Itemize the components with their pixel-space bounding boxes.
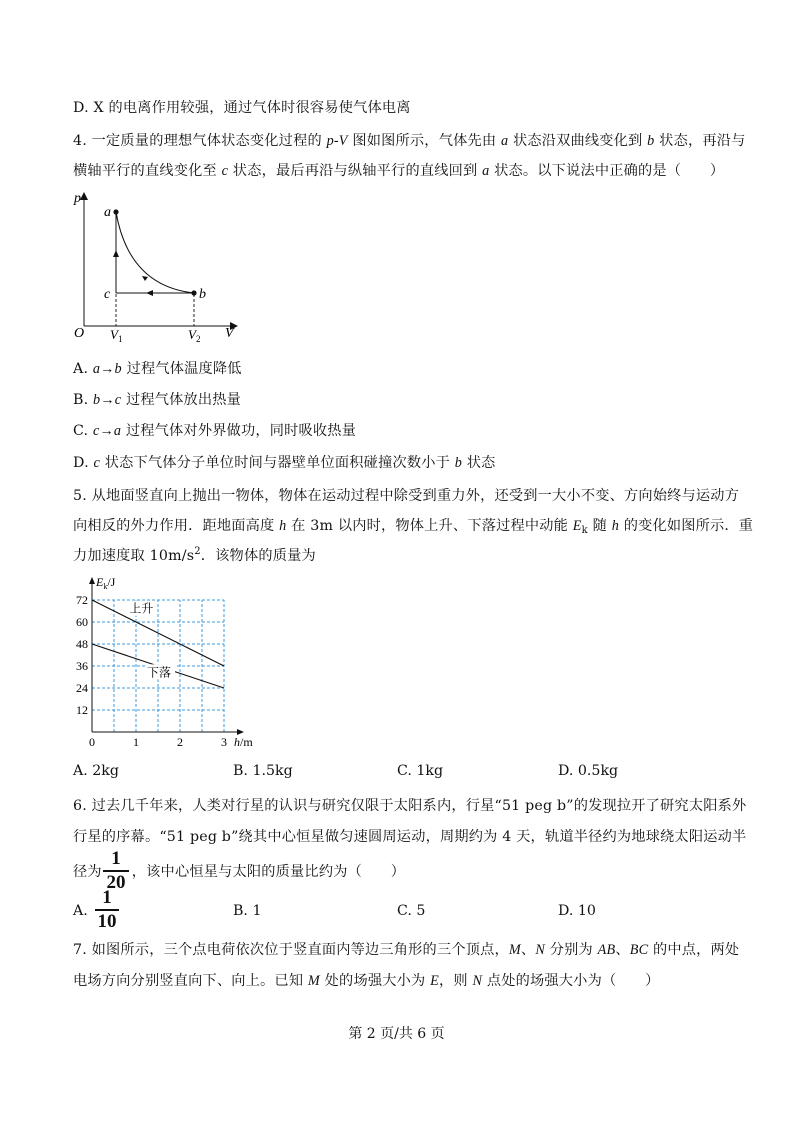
- q4-stem-line2: 横轴平行的直线变化至 c 状态，最后再沿与纵轴平行的直线回到 a 状态。以下说法中正确的是（ ）: [73, 163, 725, 179]
- point-b-label: b: [199, 287, 206, 302]
- y-axis-arrow-icon: [89, 577, 95, 584]
- q6-option-d: D. 10: [558, 903, 596, 919]
- x-tick-label: 2: [177, 735, 183, 749]
- q4-option-d: D. c 状态下气体分子单位时间与器壁单位面积碰撞次数小于 b 状态: [73, 455, 496, 471]
- q6-stem-line2: 行星的序幕。“51 peg b”绕其中心恒星做匀速圆周运动，周期约为 4 天，轨道半径约为地球绕太阳运动半: [73, 829, 747, 845]
- origin-label: O: [74, 326, 85, 341]
- y-tick-label: 24: [76, 681, 88, 695]
- series-label-fall: 下落: [147, 665, 172, 680]
- q6-option-c: C. 5: [397, 903, 426, 919]
- v2-label: $V_2$: [188, 327, 201, 344]
- q5-option-d: D. 0.5kg: [558, 763, 619, 779]
- x-tick-label: 1: [133, 735, 139, 749]
- pv-diagram: [68, 186, 248, 346]
- q5-stem-line2: 向相反的外力作用．距地面高度 h 在 3m 以内时，物体上升、下落过程中动能 $E_k$ 随 h 的变化如图所示．重: [73, 518, 754, 536]
- arrow-ca-icon: [113, 250, 119, 257]
- p-axis-label: p: [74, 191, 81, 206]
- y-axis-label: $E_k/J$: [96, 575, 116, 591]
- q6-option-a-label: A.: [73, 903, 88, 919]
- v-axis-label: V: [225, 326, 234, 341]
- q5-option-c: C. 1kg: [397, 763, 444, 779]
- arrow-ab-icon: [142, 276, 148, 281]
- y-tick-label: 36: [76, 659, 88, 673]
- q5-stem-line1: 5. 从地面竖直向上抛出一物体，物体在运动过程中除受到重力外，还受到一大小不变、方向始终与运动方: [73, 488, 740, 504]
- q6-stem-line1: 6. 过去几千年来，人类对行星的认识与研究仅限于太阳系内，行星“51 peg b”的发现拉开了研究太阳系外: [73, 798, 747, 814]
- y-tick-label: 12: [76, 703, 88, 717]
- q7-stem-line1: 7. 如图所示，三个点电荷依次位于竖直面内等边三角形的三个顶点，M、N 分别为 AB、BC 的中点，两处: [73, 942, 740, 958]
- q4-option-c: C. c→a 过程气体对外界做功，同时吸收热量: [73, 423, 357, 439]
- point-a: [113, 209, 118, 214]
- q6-fraction: 1 20: [103, 850, 129, 892]
- point-a-label: a: [104, 205, 111, 220]
- q5-stem-line3: 力加速度取 $10m/s^2$．该物体的质量为: [73, 546, 316, 564]
- v1-label: $V_1$: [110, 327, 123, 344]
- q4-option-b: B. b→c 过程气体放出热量: [73, 392, 242, 408]
- y-tick-label: 48: [76, 637, 88, 651]
- q4-stem-line1: 4. 一定质量的理想气体状态变化过程的 p-V 图如图所示，气体先由 a 状态沿双曲线变化到 b 状态，再沿与: [73, 133, 746, 149]
- series-label-rise: 上升: [129, 601, 154, 616]
- ek-h-chart: [66, 574, 271, 750]
- q6-option-b: B. 1: [233, 903, 262, 919]
- x-axis-label: h/m: [234, 735, 253, 749]
- q6-stem-line3: 径为 ，该中心恒星与太阳的质量比约为（ ）: [73, 864, 406, 880]
- point-b: [191, 290, 196, 295]
- q5-option-b: B. 1.5kg: [233, 763, 293, 779]
- x-tick-label: 3: [221, 735, 227, 749]
- q5-option-a: A. 2kg: [73, 763, 119, 779]
- y-tick-label: 60: [76, 615, 88, 629]
- x-tick-label: 0: [89, 735, 95, 749]
- q4-option-a: A. a→b 过程气体温度降低: [73, 361, 242, 377]
- curve-ab: [116, 212, 194, 293]
- page-footer: 第 2 页/共 6 页: [348, 1026, 445, 1042]
- q7-stem-line2: 电场方向分别竖直向下、向上。已知 M 处的场强大小为 E，则 N 点处的场强大小为（ ）: [73, 973, 660, 989]
- q3-option-d: D. X 的电离作用较强，通过气体时很容易使气体电离: [73, 100, 411, 116]
- q6-option-a-fraction: 1 10: [95, 889, 119, 931]
- point-c-label: c: [104, 287, 111, 302]
- y-tick-label: 72: [76, 593, 88, 607]
- arrow-bc-icon: [146, 290, 153, 296]
